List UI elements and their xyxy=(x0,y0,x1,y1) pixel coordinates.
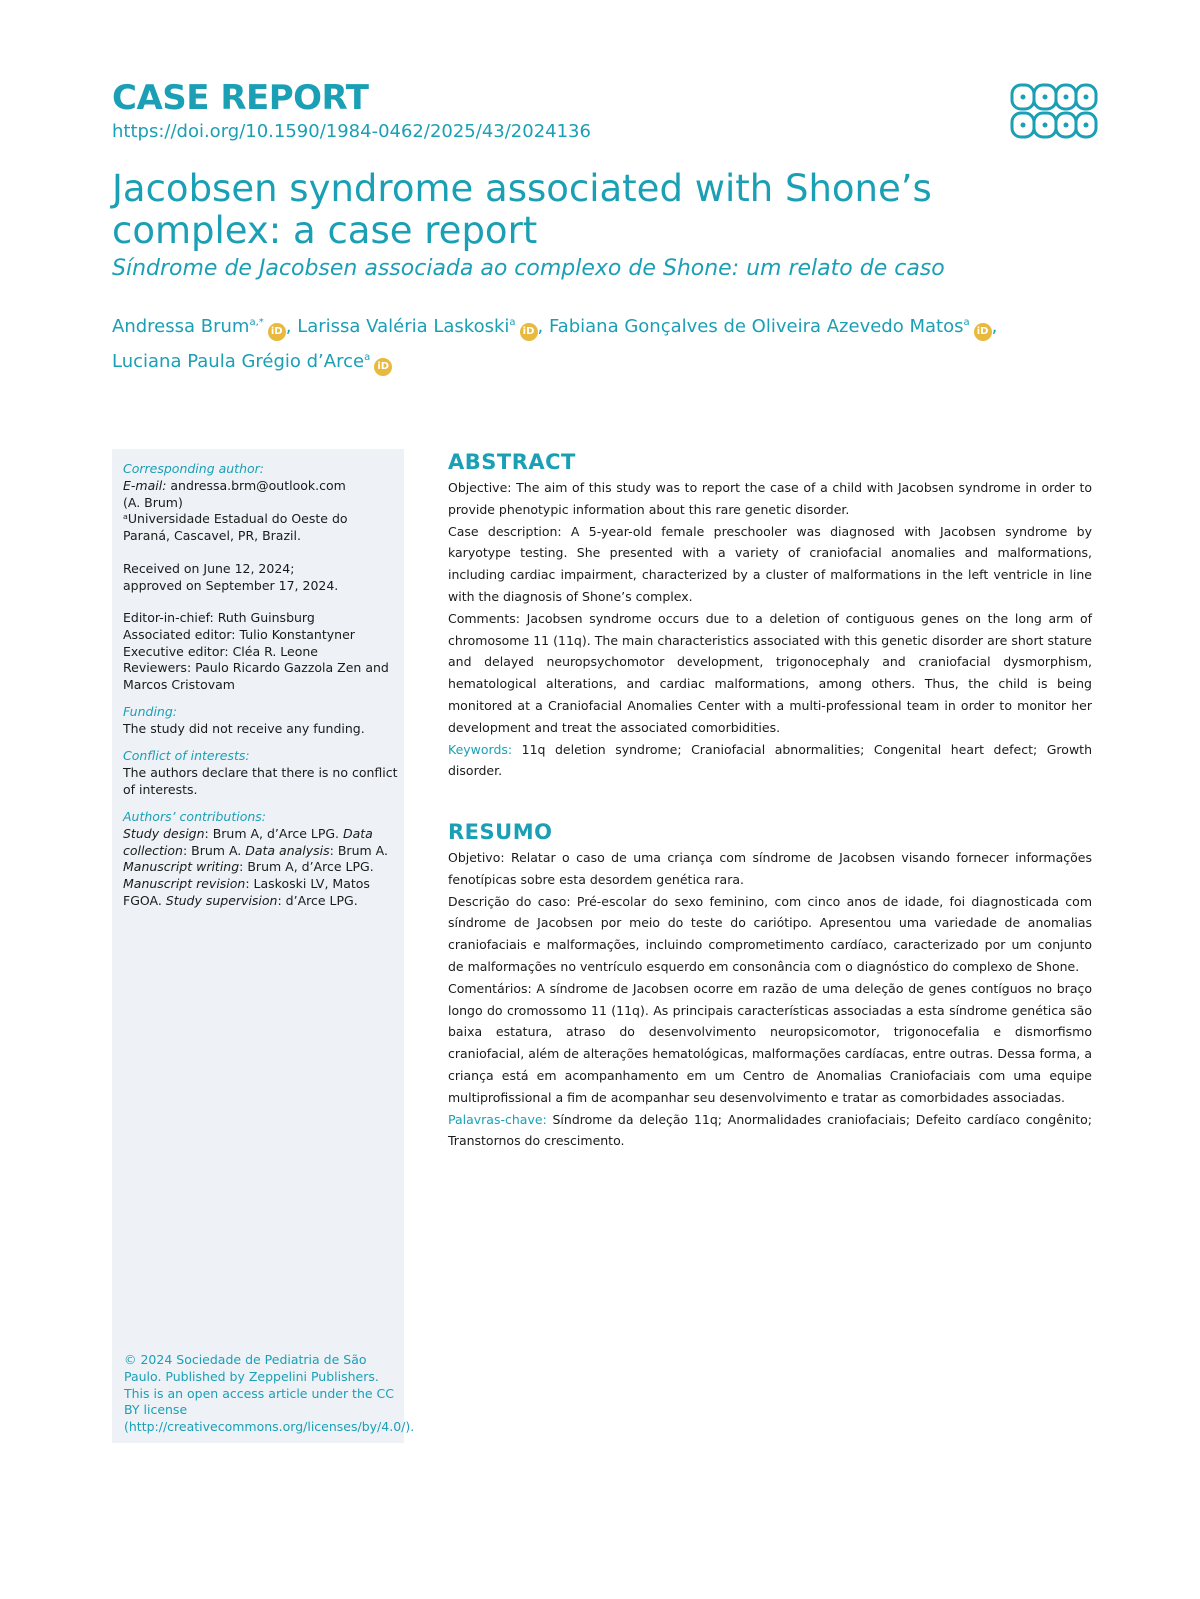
article-title: Jacobsen syndrome associated with Shone’s complex: a case report xyxy=(112,167,932,252)
email-link[interactable]: andressa.brm@outlook.com xyxy=(170,477,346,493)
author-name[interactable]: Andressa Brum xyxy=(112,316,250,337)
conflict-block xyxy=(123,748,398,798)
palavras-chave-label: Palavras-chave: xyxy=(448,1111,547,1127)
orcid-icon[interactable]: iD xyxy=(374,358,392,376)
dates-block xyxy=(123,561,398,595)
resumo-descricao: Descrição do caso: Pré-escolar do sexo feminino, com cinco anos de idade, foi diagnosticada com síndrome de Jacobsen por meio do teste do cariótipo. Apresentou uma variedade de anomalias craniofaciais e malformações, incluindo comprometimento cardíaco, caracterizado por um conjunto de malformações no ventrículo esquerdo em consonância com o diagnóstico do complexo de Shone. xyxy=(448,893,1092,974)
author-list: Andressa Brum$^{a,*}$iD , Larissa Valéria Laskoski$^a$iD , Fabiana Gonçalves de Oliveira Azevedo Matos$^a$iD , Luciana Paula Grégio d’Arce$^a$iD xyxy=(112,307,1092,377)
contributions-heading: Authors’ contributions: xyxy=(123,809,267,824)
resumo-heading: RESUMO xyxy=(448,820,553,844)
author-name[interactable]: Larissa Valéria Laskoski xyxy=(297,316,510,337)
editor-in-chief: Editor-in-chief: Ruth Guinsburg xyxy=(123,610,315,625)
orcid-icon[interactable]: iD xyxy=(520,323,538,341)
spsp-logo xyxy=(1010,82,1098,140)
executive-editor: Executive editor: Cléa R. Leone xyxy=(123,643,318,659)
abstract-comments: Comments: Jacobsen syndrome occurs due to a deletion of contiguous genes on the long arm of chromosome 11 (11q). The main characteristics associated with this genetic disorder are short stature and delayed neuropsychomotor development, trigonocephaly and craniofacial dysmorphism, hematological alterations, and cardiac malformations, among others. Thus, the child is being monitored at a Craniofacial Anomalies Center with a multi-professional team in order to monitor her development and treat the associated comorbidities. xyxy=(448,610,1092,735)
keywords-text: 11q deletion syndrome; Craniofacial abnormalities; Congenital heart defect; Growth disorder. xyxy=(448,741,1092,779)
editors-block xyxy=(123,610,398,694)
received-date: Received on June 12, 2024; xyxy=(123,561,295,576)
author-affiliation: a xyxy=(963,317,970,328)
article-info-sidebar xyxy=(112,449,415,1443)
abstract-objective: Objective: The aim of this study was to report the case of a child with Jacobsen syndrome in order to provide phenotypic information about this rare genetic disorder. xyxy=(448,480,1092,517)
article-type: CASE REPORT xyxy=(112,78,369,118)
palavras-chave-text: Síndrome da deleção 11q; Anormalidades craniofaciais; Defeito cardíaco congênito; Transtornos do crescimento. xyxy=(448,1111,1092,1149)
contributions-text: Study design: Brum A, d’Arce LPG. Data collection: Brum A. Data analysis: Brum A. Manuscript writing: Brum A, d’Arce LPG. Manuscript revision: Laskoski LV, Matos FGOA. Study supervision: d’Arce LPG. xyxy=(123,825,388,908)
license-notice: © 2024 Sociedade de Pediatria de São Paulo. Published by Zeppelini Publishers. This is an open access article under the CC BY license (http://creativecommons.org/licenses/by/4.0/). xyxy=(124,1352,415,1435)
reviewers: Reviewers: Paulo Ricardo Gazzola Zen and Marcos Cristovam xyxy=(123,660,389,693)
article-subtitle: Síndrome de Jacobsen associada ao complexo de Shone: um relato de caso xyxy=(112,256,945,281)
author-name[interactable]: Fabiana Gonçalves de Oliveira Azevedo Matos xyxy=(548,316,964,337)
funding-text: The study did not receive any funding. xyxy=(123,720,365,736)
funding-block xyxy=(123,704,398,738)
keywords-label: Keywords: xyxy=(448,741,513,757)
author-affiliation: a,* xyxy=(249,317,264,328)
resumo-objetivo: Objetivo: Relatar o caso de uma criança com síndrome de Jacobsen visando fornecer informações fenotípicas sobre esta desordem genética rara. xyxy=(448,850,1092,887)
conflict-text: The authors declare that there is no conflict of interests. xyxy=(123,764,398,797)
abstract-case-description: Case description: A 5-year-old female preschooler was diagnosed with Jacobsen syndrome by karyotype testing. She presented with a variety of craniofacial anomalies and malformations, including cardiac impairment, characterized by a cluster of malformations in the left ventricle in line with the diagnosis of Shone’s complex. xyxy=(448,523,1092,604)
contributions-block xyxy=(123,809,398,910)
conflict-heading: Conflict of interests: xyxy=(123,748,250,763)
email-owner: (A. Brum) xyxy=(123,494,183,510)
corresponding-author-heading: Corresponding author: xyxy=(123,461,265,476)
resumo-comentarios: Comentários: A síndrome de Jacobsen ocorre em razão de uma deleção de genes contíguos no braço longo do cromossomo 11 (11q). As principais características associadas a esta síndrome genética são baixa estatura, atraso do desenvolvimento neuropsicomotor, trigonocefalia e dismorfismo craniofacial, além de alterações hematológicas, malformações cardíacas, entre outras. Dessa forma, a criança está em acompanhamento em um Centro de Anomalias Craniofaciais com uma equipe multiprofissional a fim de acompanhar seu desenvolvimento e tratar as comorbidades associadas. xyxy=(448,980,1092,1105)
affiliation: ᵃUniversidade Estadual do Oeste do Paraná, Cascavel, PR, Brazil. xyxy=(123,511,348,544)
orcid-icon[interactable]: iD xyxy=(268,323,286,341)
approved-date: approved on September 17, 2024. xyxy=(123,577,339,593)
orcid-icon[interactable]: iD xyxy=(974,323,992,341)
abstract-keywords xyxy=(448,739,1092,783)
associated-editor: Associated editor: Tulio Konstantyner xyxy=(123,626,355,642)
resumo-body xyxy=(448,847,1092,1152)
funding-heading: Funding: xyxy=(123,704,178,719)
resumo-keywords xyxy=(448,1109,1092,1153)
corresponding-author-block xyxy=(123,461,398,545)
author-name[interactable]: Luciana Paula Grégio d’Arce xyxy=(112,351,365,372)
author-affiliation: a xyxy=(509,317,516,328)
abstract-heading: ABSTRACT xyxy=(448,450,576,474)
doi-link[interactable]: https://doi.org/10.1590/1984-0462/2025/43/2024136 xyxy=(112,121,591,142)
author-affiliation: a xyxy=(364,352,371,363)
abstract-body xyxy=(448,477,1092,782)
email-label: E-mail: xyxy=(123,477,167,493)
